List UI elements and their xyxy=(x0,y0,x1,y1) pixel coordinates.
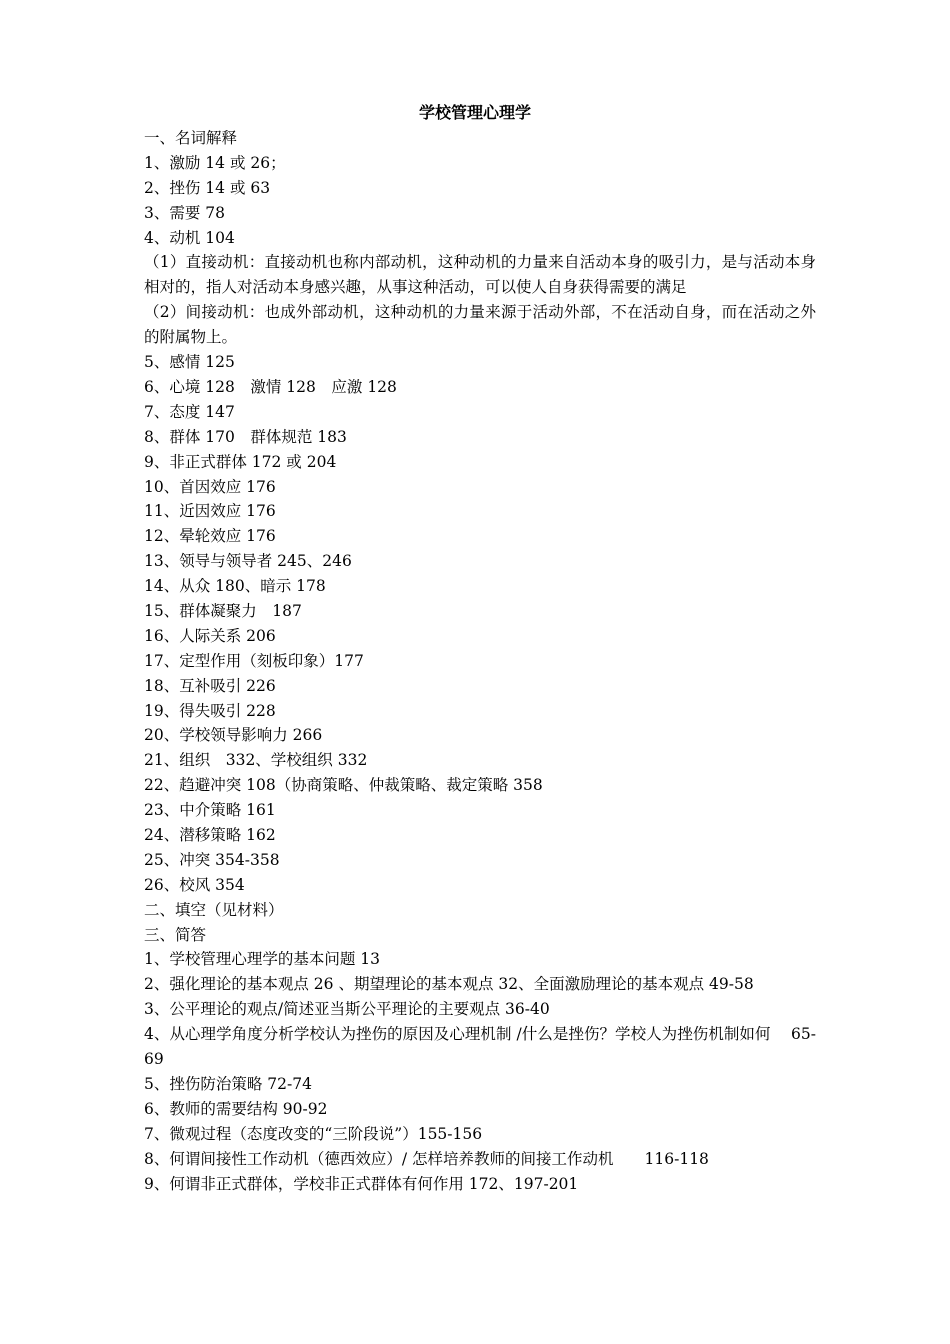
section-heading-fill-blank: 二、填空（见材料） xyxy=(144,900,284,919)
definition-item: 23、中介策略 161 xyxy=(144,801,276,820)
definition-item: 1、激励 14 或 26； xyxy=(144,153,286,172)
definition-item: 4、动机 104 xyxy=(144,228,235,247)
definition-item: 22、趋避冲突 108（协商策略、仲裁策略、裁定策略 358 xyxy=(144,776,543,795)
definition-item: 16、人际关系 206 xyxy=(144,626,276,645)
definition-item: 5、感情 125 xyxy=(144,353,235,372)
document-title: 学校管理心理学 xyxy=(418,103,531,122)
short-answer-item: 1、学校管理心理学的基本问题 13 xyxy=(144,950,381,969)
definition-item: 8、群体 170 群体规范 183 xyxy=(144,427,347,446)
definition-item: 6、心境 128 激情 128 应激 128 xyxy=(144,377,397,396)
section-heading-short-answer: 三、简答 xyxy=(144,925,207,944)
section-heading-definitions: 一、名词解释 xyxy=(144,129,238,147)
short-answer-item: 5、挫伤防治策略 72-74 xyxy=(144,1074,312,1093)
definition-item: 12、晕轮效应 176 xyxy=(144,527,276,546)
definition-item: 17、定型作用（刻板印象）177 xyxy=(144,651,364,670)
short-answer-item: 8、何谓间接性工作动机（德西效应）/ 怎样培养教师的间接工作动机 116-118 xyxy=(144,1149,709,1168)
document-body xyxy=(144,126,816,1196)
definition-paragraph: （1）直接动机：直接动机也称内部动机，这种动机的力量来自活动本身的吸引力，是与活动本身相对的，指人对活动本身感兴趣，从事这种活动，可以使人自身获得需要的满足 xyxy=(144,253,816,297)
short-answer-item: 6、教师的需要结构 90-92 xyxy=(144,1099,328,1118)
definition-item: 10、首因效应 176 xyxy=(144,477,276,496)
definition-item: 19、得失吸引 228 xyxy=(144,701,276,720)
definition-item: 3、需要 78 xyxy=(144,203,226,222)
short-answer-item: 3、公平理论的观点/简述亚当斯公平理论的主要观点 36-40 xyxy=(144,1000,550,1019)
definition-item: 25、冲突 354-358 xyxy=(144,850,280,869)
definition-item: 26、校风 354 xyxy=(144,875,245,894)
definition-item: 14、从众 180、暗示 178 xyxy=(144,577,326,596)
definition-item: 21、组织 332、学校组织 332 xyxy=(144,751,368,770)
short-answer-item: 2、强化理论的基本观点 26 、期望理论的基本观点 32、全面激励理论的基本观点 49-58 xyxy=(144,975,754,994)
definition-item: 18、互补吸引 226 xyxy=(144,676,276,695)
definition-item: 20、学校领导影响力 266 xyxy=(144,726,323,745)
definition-item: 11、近因效应 176 xyxy=(144,502,276,521)
definition-item: 24、潜移策略 162 xyxy=(144,826,276,844)
definition-item: 15、群体凝聚力 187 xyxy=(144,601,302,620)
definition-item: 13、领导与领导者 245、246 xyxy=(144,552,352,571)
definition-item: 9、非正式群体 172 或 204 xyxy=(144,452,337,471)
definition-paragraph: （2）间接动机：也成外部动机，这种动机的力量来源于活动外部，不在活动自身，而在活动之外的附属物上。 xyxy=(144,303,816,347)
definition-item: 2、挫伤 14 或 63 xyxy=(144,178,271,197)
short-answer-item: 7、微观过程（态度改变的“三阶段说”）155-156 xyxy=(144,1124,483,1143)
short-answer-item: 9、何谓非正式群体，学校非正式群体有何作用 172、197-201 xyxy=(144,1174,579,1193)
short-answer-paragraph: 4、从心理学角度分析学校认为挫伤的原因及心理机制 /什么是挫伤？学校人为挫伤机制如何 65-69 xyxy=(144,1025,816,1069)
definition-item: 7、态度 147 xyxy=(144,402,235,421)
